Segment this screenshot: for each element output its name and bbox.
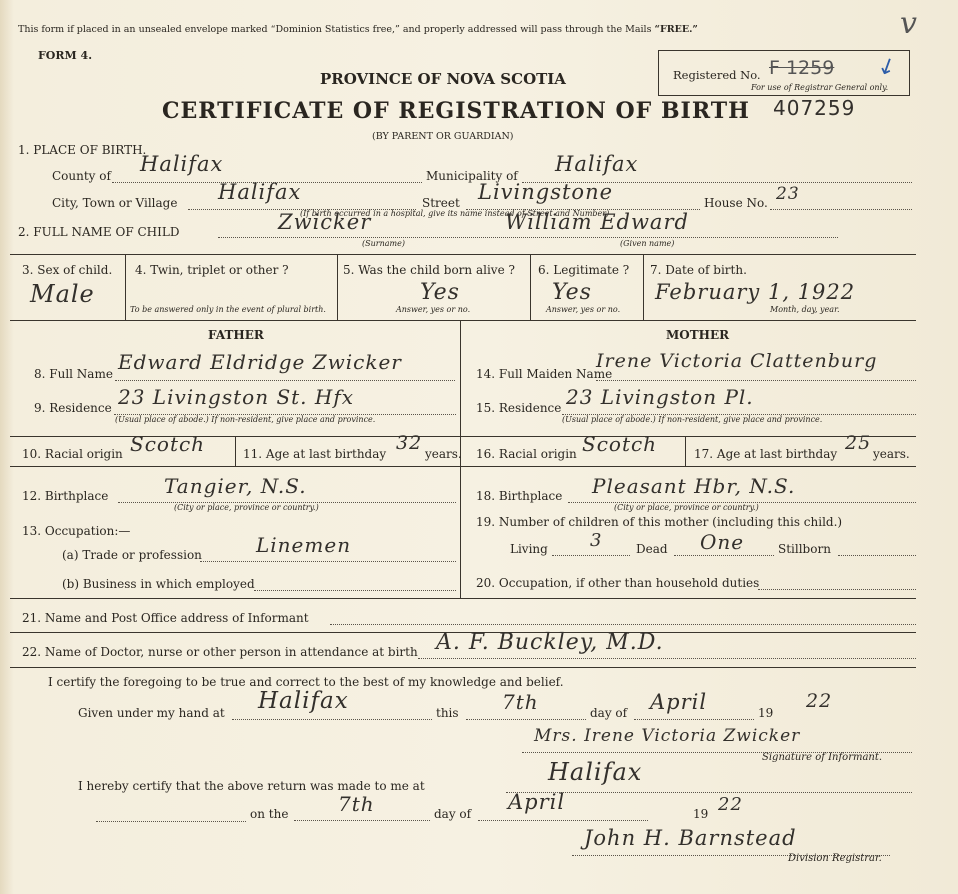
date-of-birth-label: 7. Date of birth. — [650, 263, 747, 277]
dead-label: Dead — [636, 542, 668, 556]
father-residence-label: 9. Residence — [34, 401, 112, 415]
legitimate-value: Yes — [552, 280, 592, 305]
dead-value: One — [700, 530, 745, 554]
on-the-label: on the — [250, 807, 289, 821]
reg-year-prefix: 19 — [693, 807, 709, 821]
given-month-line — [634, 719, 754, 720]
living-value: 3 — [590, 530, 603, 551]
sex-value: Male — [30, 280, 95, 308]
mother-residence-value: 23 Livingston Pl. — [566, 385, 754, 409]
mail-notice — [18, 24, 698, 35]
house-line — [770, 209, 912, 210]
mother-name-line — [596, 380, 916, 381]
child-given-name: William Edward — [505, 210, 689, 234]
house-label: House No. — [704, 196, 768, 210]
mother-age-suffix: years. — [873, 447, 910, 461]
business-line — [254, 590, 456, 591]
trade-label: (a) Trade or profession — [62, 548, 202, 562]
reg-month-line — [478, 820, 648, 821]
city-label: City, Town or Village — [52, 196, 178, 210]
informant-signature-caption: Signature of Informant. — [762, 752, 883, 763]
given-name-caption: (Given name) — [620, 239, 675, 248]
mother-occupation-label: 20. Occupation, if other than household duties — [476, 576, 760, 590]
informant-top-border — [10, 598, 916, 599]
municipality-value: Halifax — [555, 152, 639, 176]
trade-value: Linemen — [256, 533, 352, 557]
children-count-label: 19. Number of children of this mother (including this child.) — [476, 515, 843, 529]
reg-day-line — [294, 820, 430, 821]
business-label: (b) Business in which employed — [62, 577, 255, 591]
registered-label: Registered No. — [673, 68, 761, 82]
father-name-label: 8. Full Name — [34, 367, 113, 381]
given-year-value: 22 — [806, 690, 833, 712]
informant-line — [330, 624, 916, 625]
father-age-value: 32 — [396, 432, 423, 454]
row3-top-border — [10, 254, 916, 255]
child-name-label: 2. FULL NAME OF CHILD — [18, 225, 180, 239]
father-heading: FATHER — [208, 328, 264, 342]
given-under-label: Given under my hand at — [78, 706, 225, 720]
divider — [125, 254, 126, 320]
mother-occupation-line — [758, 589, 916, 590]
father-name-line — [115, 380, 455, 381]
mother-birthplace-label: 18. Birthplace — [476, 489, 563, 503]
stamped-number: 407259 — [773, 96, 856, 120]
doctor-value: A. F. Buckley, M.D. — [436, 630, 664, 655]
reg-day-value: 7th — [338, 792, 375, 816]
divider — [685, 436, 686, 466]
alive-note: Answer, yes or no. — [396, 305, 471, 314]
alive-value: Yes — [420, 280, 460, 305]
divider — [235, 436, 236, 466]
place-of-birth-label: 1. PLACE OF BIRTH. — [18, 143, 147, 157]
father-racial-label: 10. Racial origin — [22, 447, 123, 461]
alive-label: 5. Was the child born alive ? — [343, 263, 515, 277]
legitimate-label: 6. Legitimate ? — [538, 263, 630, 277]
father-residence-value: 23 Livingston St. Hfx — [118, 385, 355, 409]
trade-line — [200, 561, 456, 562]
reg-day-of-label: day of — [434, 807, 472, 821]
city-value: Halifax — [218, 180, 302, 204]
legitimate-note: Answer, yes or no. — [546, 305, 621, 314]
given-year-prefix: 19 — [758, 706, 774, 720]
doctor-label: 22. Name of Doctor, nurse or other person in attendance at birth — [22, 645, 418, 659]
mother-age-value: 25 — [845, 432, 872, 454]
child-name-line — [218, 237, 838, 238]
street-value: Livingstone — [478, 180, 614, 204]
form-number: FORM 4. — [38, 49, 93, 62]
mother-heading: MOTHER — [666, 328, 730, 342]
sex-label: 3. Sex of child. — [22, 263, 113, 277]
stillborn-label: Stillborn — [778, 542, 831, 556]
certification-top-border — [10, 667, 916, 668]
given-place-value: Halifax — [258, 688, 349, 714]
county-label: County of — [52, 169, 111, 183]
mail-notice-text: This form if placed in an unsealed envelope marked “Dominion Statistics free,” and properly addressed will pass through the Mails — [18, 24, 652, 35]
father-residence-note: (Usual place of abode.) If non-resident, give place and province. — [115, 415, 376, 424]
doctor-line — [418, 658, 916, 659]
mother-name-label: 14. Full Maiden Name — [476, 367, 613, 381]
mail-notice-free: “FREE.” — [654, 24, 698, 35]
blue-arrow-icon: ↙ — [873, 51, 901, 82]
day-of-label: day of — [590, 706, 628, 720]
mother-age-label: 17. Age at last birthday — [694, 447, 838, 461]
informant-signature: Mrs. Irene Victoria Zwicker — [534, 726, 801, 746]
living-label: Living — [510, 542, 548, 556]
father-birthplace-label: 12. Birthplace — [22, 489, 109, 503]
mother-residence-label: 15. Residence — [476, 401, 562, 415]
mother-residence-note: (Usual place of abode.) If non-resident, give place and province. — [562, 415, 823, 424]
registrar-leader-line — [96, 821, 246, 822]
mother-birthplace-note: (City or place, province or country.) — [614, 503, 759, 512]
divider — [643, 254, 644, 320]
father-birthplace-note: (City or place, province or country.) — [174, 503, 319, 512]
mother-racial-value: Scotch — [582, 432, 658, 456]
row3-bottom-border — [10, 320, 916, 321]
child-surname: Zwicker — [278, 210, 372, 234]
this-label: this — [436, 706, 459, 720]
registrar-signature: John H. Barnstead — [584, 826, 797, 850]
mother-name-value: Irene Victoria Clattenburg — [596, 350, 878, 372]
father-name-value: Edward Eldridge Zwicker — [118, 350, 402, 374]
date-of-birth-note: Month, day, year. — [770, 305, 840, 314]
street-label: Street — [422, 196, 460, 210]
given-place-line — [232, 719, 432, 720]
divider — [530, 254, 531, 320]
father-racial-value: Scotch — [130, 432, 206, 456]
racial-row-bottom — [10, 466, 916, 467]
divider — [337, 254, 338, 320]
reg-month-value: April — [508, 790, 566, 814]
twin-label: 4. Twin, triplet or other ? — [135, 263, 289, 277]
registrar-signature-caption: Division Registrar. — [788, 853, 882, 864]
stillborn-line — [838, 555, 916, 556]
certify-statement: I certify the foregoing to be true and correct to the best of my knowledge and belief. — [48, 675, 564, 689]
dead-line — [674, 555, 774, 556]
registered-number: F 1259 — [769, 57, 835, 79]
mother-racial-label: 16. Racial origin — [476, 447, 577, 461]
registrar-certify-text: I hereby certify that the above return was made to me at — [78, 779, 425, 793]
father-age-suffix: years. — [425, 447, 462, 461]
registrar-place-line — [506, 792, 912, 793]
county-value: Halifax — [140, 152, 224, 176]
hospital-note: (If birth occurred in a hospital, give its name instead of Street and Number) — [300, 209, 610, 218]
father-age-label: 11. Age at last birthday — [243, 447, 387, 461]
surname-caption: (Surname) — [362, 239, 405, 248]
given-day-value: 7th — [502, 690, 539, 714]
mother-birthplace-value: Pleasant Hbr, N.S. — [592, 474, 796, 498]
registrar-use-note: For use of Registrar General only. — [751, 83, 889, 92]
given-day-line — [466, 719, 586, 720]
reg-year-value: 22 — [718, 794, 743, 815]
informant-label: 21. Name and Post Office address of Informant — [22, 611, 309, 625]
corner-check-mark: v — [900, 6, 917, 41]
certificate-subtitle: (BY PARENT OR GUARDIAN) — [372, 131, 514, 142]
date-of-birth-value: February 1, 1922 — [655, 280, 856, 304]
registration-box — [658, 50, 910, 96]
province-heading: PROVINCE OF NOVA SCOTIA — [320, 70, 566, 88]
living-line — [552, 555, 630, 556]
occupation-label: 13. Occupation:— — [22, 524, 131, 538]
house-value: 23 — [776, 184, 800, 204]
twin-note: To be answered only in the event of plural birth. — [130, 305, 326, 314]
certificate-title: CERTIFICATE OF REGISTRATION OF BIRTH — [162, 98, 750, 124]
registrar-place-value: Halifax — [548, 758, 643, 786]
municipality-label: Municipality of — [426, 169, 518, 183]
father-birthplace-value: Tangier, N.S. — [164, 474, 307, 498]
given-month-value: April — [650, 690, 708, 714]
